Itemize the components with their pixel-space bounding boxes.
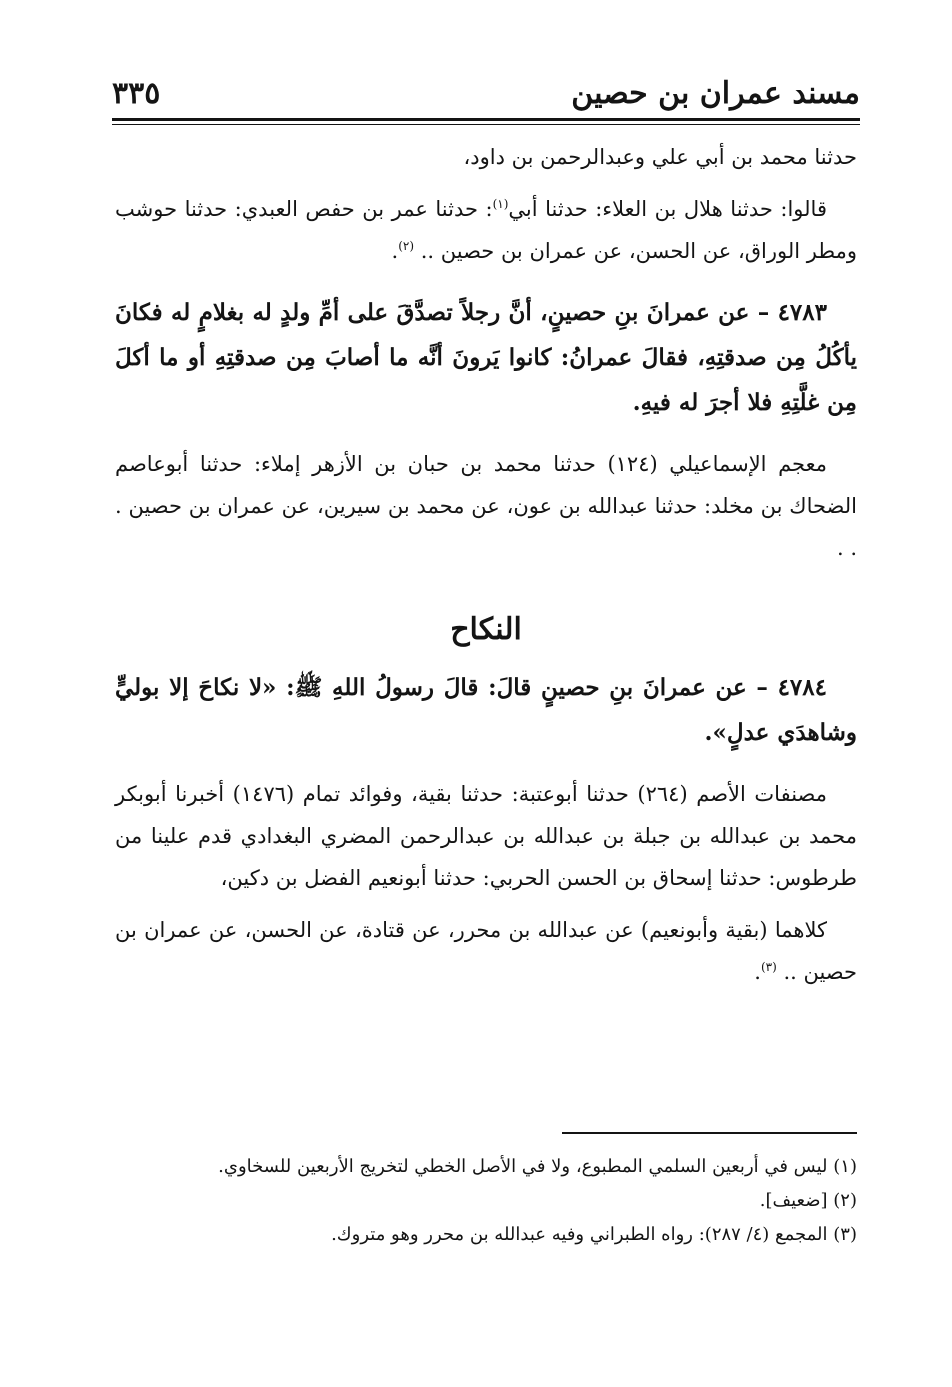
paragraph-source-ismaili: معجم الإسماعيلي (١٢٤) حدثنا محمد بن حبان بن الأزهر إملاء: حدثنا أبوعاصم الضحاك بن مخلد: حدثنا عبدالله بن عون، عن محمد بن سيرين، عن عمران بن حصين . . . [115, 452, 857, 560]
footnote-ref-1: (١) [492, 197, 509, 211]
header-rule-thin [112, 124, 860, 125]
page-number: ٣٣٥ [112, 76, 161, 111]
header-rule-thick [112, 118, 860, 121]
both-chain-text: كلاهما (بقية وأبونعيم) عن عبدالله بن محرر، عن قتادة، عن الحسن، عن عمران بن حصين .. [115, 918, 857, 984]
footnote-ref-2: (٢) [398, 239, 415, 253]
main-text [115, 136, 857, 993]
paragraph-sources-asamm: مصنفات الأصم (٢٦٤) حدثنا أبوعتبة: حدثنا بقية، وفوائد تمام (١٤٧٦) أخبرنا أبوبكر محمد بن عبدالله بن جبلة بن عبدالله بن عبدالرحمن المضري البغدادي قدم علينا من طرطوس: حدثنا إسحاق بن الحسن الحربي: حدثنا أبونعيم الفضل بن دكين، [115, 782, 857, 890]
chain-text-start: قالوا: حدثنا هلال بن العلاء: حدثنا أبي [508, 197, 827, 221]
running-title: مسند عمران بن حصين [571, 76, 860, 111]
footnote-1: (١) ليس في أربعين السلمي المطبوع، ولا في الأصل الخطي لتخريج الأربعين للسخاوي. [218, 1156, 857, 1177]
footnote-separator [562, 1132, 857, 1134]
footnote-ref-3: (٣) [760, 960, 777, 974]
chain-text-end: : حدثنا عمر بن حفص العبدي: حدثنا حوشب ومطر الوراق، عن الحسن، عن عمران بن حصين .. [115, 197, 857, 263]
section-heading: النكاح [450, 612, 522, 647]
hadith-4784: ٤٧٨٤ – عن عمرانَ بنِ حصينٍ قالَ: قالَ رسولُ اللهِ ﷺ: «لا نكاحَ إلا بوليٍّ وشاهدَي عدلٍ». [115, 674, 857, 746]
footnote-2: (٢) [ضعيف]. [759, 1190, 857, 1211]
paragraph-chain [115, 188, 857, 272]
chain-period: . [391, 239, 399, 263]
footnote-3: (٣) المجمع (٤/ ٢٨٧): رواه الطبراني وفيه عبدالله بن محرر وهو متروك. [331, 1224, 857, 1245]
both-chain-period: . [754, 960, 761, 984]
paragraph-both-chain [115, 909, 857, 993]
page-header [112, 74, 860, 114]
hadith-4783: ٤٧٨٣ – عن عمرانَ بنِ حصينٍ، أنَّ رجلاً تصدَّقَ على أمِّ ولدٍ له بغلامٍ له فكانَ يأكُلُ مِن صدقتِهِ، فقالَ عمرانُ: كانوا يَرونَ أنَّه ما أصابَ مِن صدقتِهِ أو ما أكلَ مِن غلَّتِهِ فلا أجرَ له فيهِ. [115, 299, 857, 416]
paragraph-narrators: حدثنا محمد بن أبي علي وعبدالرحمن بن داود، [463, 145, 857, 169]
footnotes [115, 1150, 857, 1252]
